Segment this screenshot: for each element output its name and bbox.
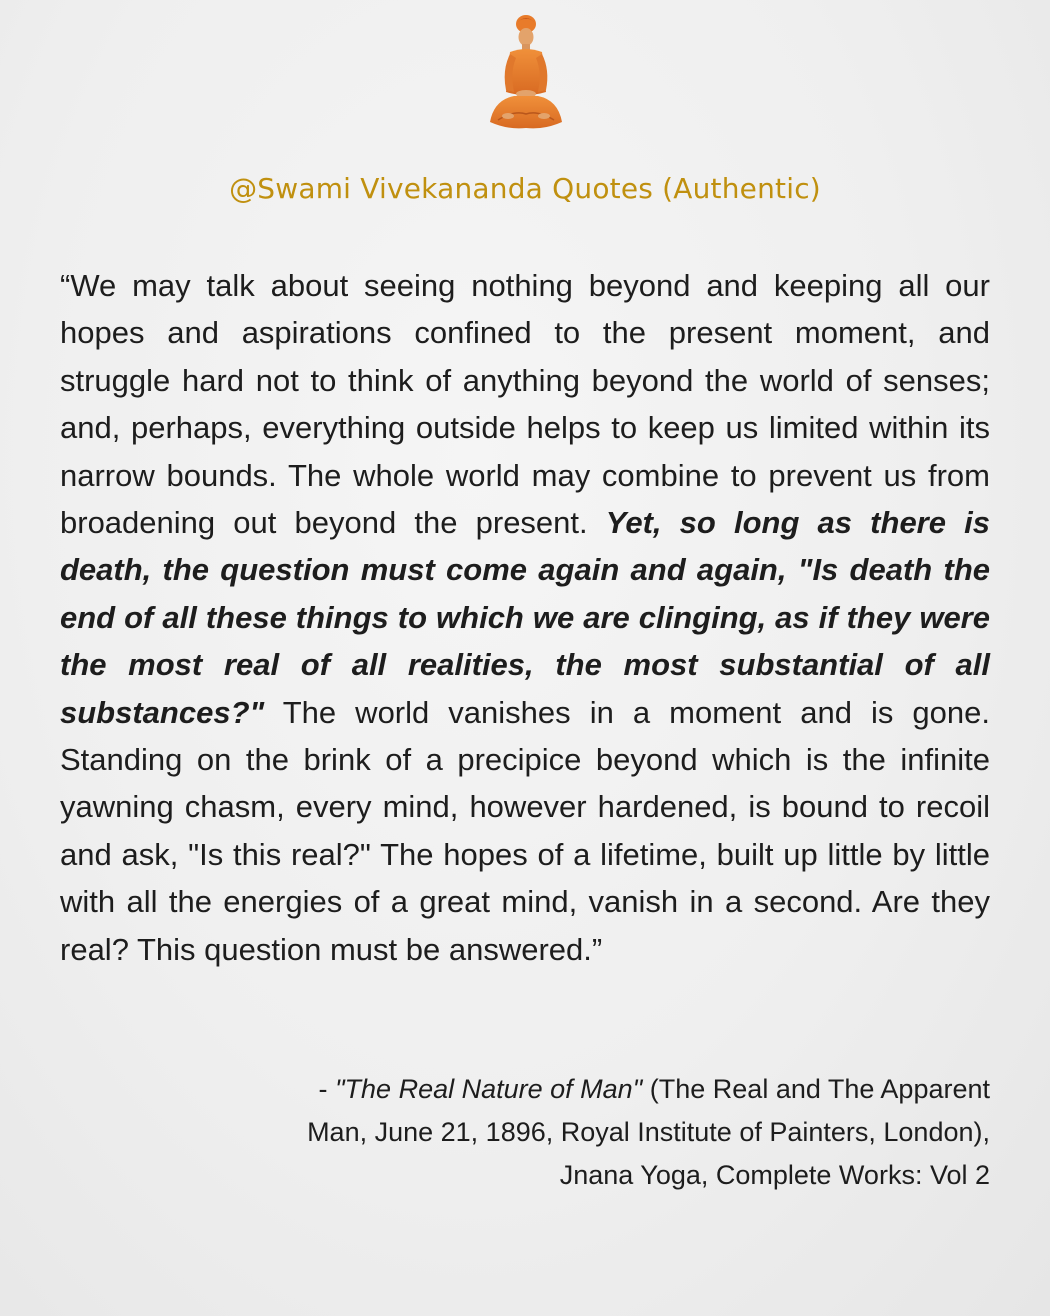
meditating-monk-figure-icon [484,10,568,134]
quote-text [60,262,990,973]
citation-dash: - [318,1074,335,1104]
quote-part-2: The world vanishes in a moment and is gone. Standing on the brink of a precipice beyond which is the infinite yawning chasm, every mind, however hardened, is bound to recoil and ask, "Is this real?" The hopes of a lifetime, built up little by little with all the energies of a great mind, vanish in a second. Are they real? This question must be answered.” [60,694,990,967]
citation [100,1068,990,1197]
citation-title: "The Real Nature of Man" [334,1074,643,1104]
citation-line-2: Man, June 21, 1896, Royal Institute of Painters, London), [307,1117,990,1147]
citation-line-1 [100,1068,990,1111]
citation-line-3: Jnana Yoga, Complete Works: Vol 2 [559,1160,990,1190]
page-handle: @Swami Vivekananda Quotes (Authentic) [229,172,821,205]
quote-part-1: “We may talk about seeing nothing beyond and keeping all our hopes and aspirations confined to the present moment, and struggle hard not to think of anything beyond the world of senses; and, perhaps, everything outside helps to keep us limited within its narrow bounds. The whole world may combine to prevent us from broadening out beyond the present. [60,268,990,541]
quote-emphasis: Yet, so long as there is death, the question must come again and again, "Is death the end of all these things to which we are clinging, as if they were the most real of all realities, the most substantial of all substances?" [60,505,990,730]
citation-line-1-rest: (The Real and The Apparent [642,1074,990,1104]
